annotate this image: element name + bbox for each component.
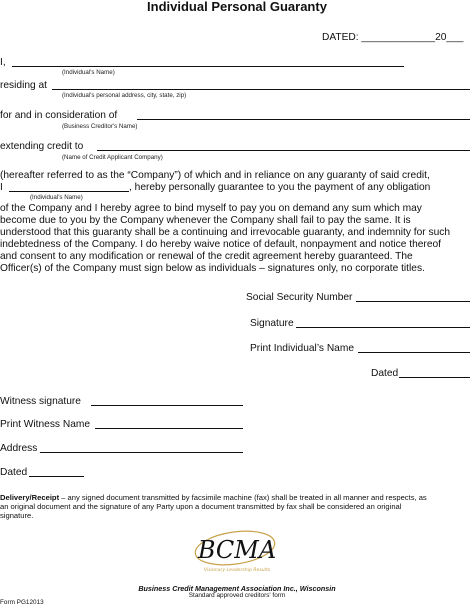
witness-signature-line[interactable] — [91, 396, 243, 406]
individual-name-line-2[interactable] — [9, 182, 129, 192]
individual-name-label-2: (Individual's Name) — [30, 194, 83, 201]
print-witness-line[interactable] — [95, 419, 243, 429]
i-line-start: I — [0, 182, 3, 193]
consideration-label: for and in consideration of — [0, 110, 118, 121]
witness-signature-label: Witness signature — [0, 396, 81, 407]
print-name-line[interactable] — [358, 343, 470, 353]
ssn-label: Social Security Number — [246, 292, 353, 303]
signature-label: Signature — [250, 318, 294, 329]
extending-label: extending credit to — [0, 141, 84, 152]
paragraph-line: indebtedness of the Company. I do hereby waive notice of default, nonpayment and notice thereof — [0, 239, 441, 250]
print-witness-label: Print Witness Name — [0, 419, 91, 430]
hereafter-text: (hereafter referred to as the “Company”) of which and in reliance on any guaranty of said credit, — [0, 170, 430, 181]
logo-tagline: Visionary Leadership Results — [203, 568, 271, 573]
dated-line-left[interactable] — [29, 467, 84, 477]
individual-name-line[interactable] — [12, 57, 404, 67]
creditor-label: (Business Creditor's Name) — [62, 123, 138, 130]
delivery-bold: Delivery/Receipt — [0, 493, 60, 502]
dated-header: DATED: _____________20___ — [322, 32, 464, 43]
address-label: (Individual's personal address, city, state, zip) — [62, 92, 187, 99]
delivery-line-2: an original document and the signature of any Party upon a document transmitted by fax shall be considered an original — [0, 502, 402, 511]
company-label: (Name of Credit Applicant Company) — [62, 154, 163, 161]
form-id: Form PG12013 — [0, 599, 44, 606]
company-name-line[interactable] — [97, 141, 470, 151]
signature-line[interactable] — [296, 318, 470, 328]
i-line-rest: , hereby personally guarantee to you the payment of any obligation — [129, 182, 431, 193]
dated-label-right: Dated — [371, 368, 399, 379]
logo-text: BCMA — [197, 536, 277, 564]
ssn-line[interactable] — [356, 292, 470, 302]
delivery-line-1 — [0, 493, 427, 502]
footer-standard: Standard approved creditors' form — [188, 592, 286, 599]
i-prefix: I, — [0, 57, 6, 68]
creditor-name-line[interactable] — [137, 110, 470, 120]
footer-organization: Business Credit Management Association Inc., Wisconsin — [138, 584, 336, 593]
witness-address-line[interactable] — [40, 443, 243, 453]
paragraph-line: Officer(s) of the Company must sign below as individuals – signatures only, no corporate titles. — [0, 263, 425, 274]
delivery-line-3: signature. — [0, 511, 34, 520]
residing-address-line[interactable] — [52, 80, 470, 90]
dated-label-left: Dated — [0, 467, 28, 478]
address-label-witness: Address — [0, 443, 38, 454]
residing-at-label: residing at — [0, 80, 48, 91]
paragraph-line: understood that this guaranty shall be a continuing and irrevocable guaranty, and indemnity for such — [0, 227, 451, 238]
delivery-text: – any signed document transmitted by facsimile machine (fax) shall be treated in all manner and respects, as — [59, 493, 427, 502]
print-name-label: Print Individual’s Name — [250, 343, 354, 354]
paragraph-line: and consent to any modification or renewal of the credit agreement hereby guaranteed. The — [0, 251, 413, 262]
paragraph-line: become due to you by the Company whenever the Company shall fail to pay the same. It is — [0, 215, 411, 226]
individual-name-label: (Individual's Name) — [62, 69, 115, 76]
dated-line-right[interactable] — [399, 368, 470, 378]
document-title: Individual Personal Guaranty — [147, 0, 327, 14]
bcma-logo — [187, 526, 287, 578]
paragraph-line: of the Company and I hereby agree to bind myself to pay you on demand any sum which may — [0, 203, 422, 214]
